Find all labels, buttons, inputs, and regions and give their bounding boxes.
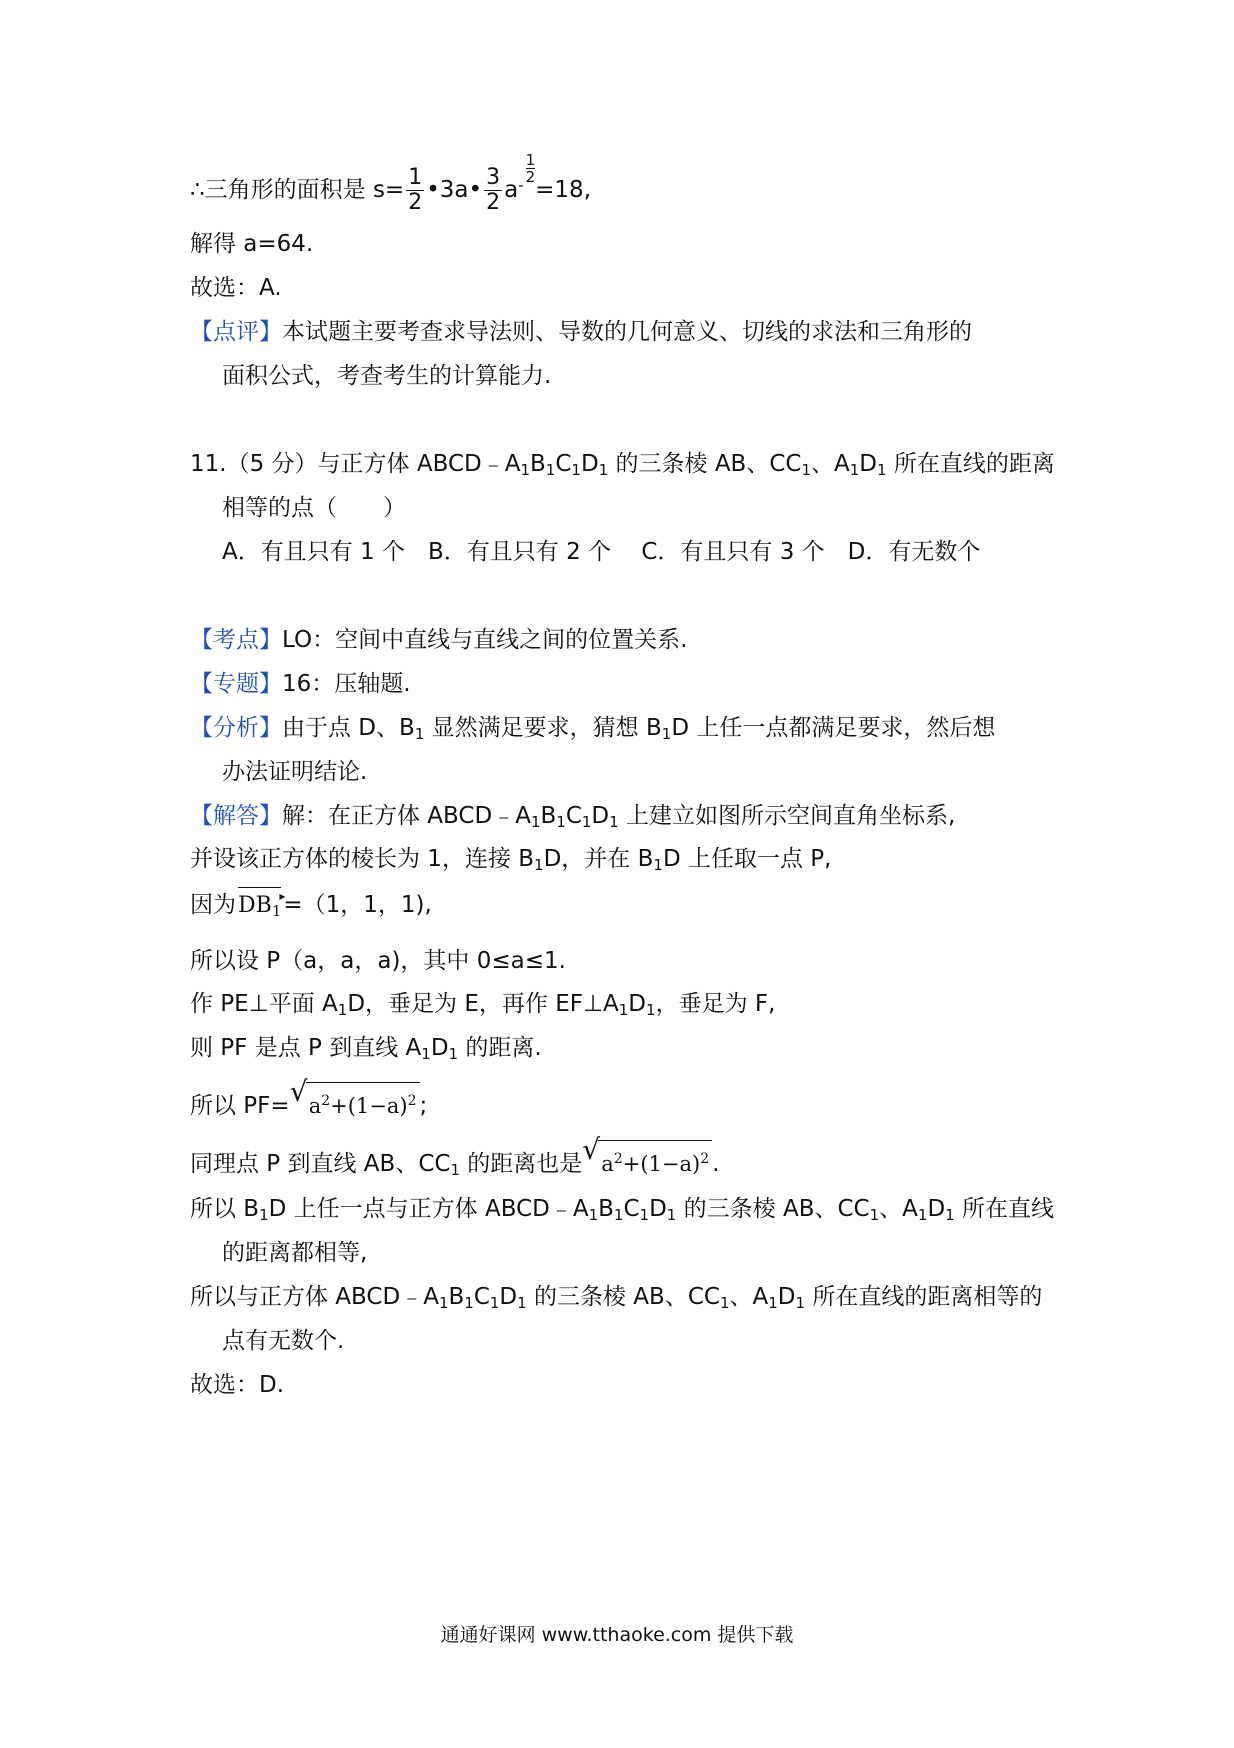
jieda-line-12: 点有无数个.: [222, 1328, 345, 1354]
choose-line-a: 故选：A.: [190, 275, 282, 301]
area-result: =18,: [535, 177, 592, 203]
question-11-line-1: 11.（5 分）与正方体 $ABCD﹣A_1B_1C_1D_1$ 的三条棱 AB、$CC_1$、$A_1D_1$ 所在直线的距离: [190, 451, 1055, 479]
jieda-line-8: 同理点 P 到直线 AB、$CC_1$ 的距离也是 √ $a^2+(1-a)^2$ .: [190, 1133, 720, 1179]
question-11-options: A．有且只有 1 个 B．有且只有 2 个 C．有且只有 3 个 D．有无数个: [222, 539, 981, 565]
jieda-line-13: 故选：D.: [190, 1372, 285, 1398]
review-line-2: 面积公式，考查考生的计算能力.: [222, 363, 552, 389]
review-line-1: 【点评】本试题主要考查求导法则、导数的几何意义、切线的求法和三角形的: [190, 319, 972, 345]
exponent-neg-half: - $\frac{1}{2}$: [518, 151, 536, 194]
jieda-line-3: 因为$DB_1$ ▸ =（1，1，1),: [190, 887, 432, 922]
radical-icon: √: [289, 1075, 308, 1108]
zhuanti-tag: 【专题】: [190, 671, 282, 697]
question-11-line-2: 相等的点（ ）: [222, 495, 406, 521]
area-mid: •3a•: [426, 177, 483, 203]
jieda-line-2: 并设该正方体的棱长为 1，连接 $B_1D$，并在 $B_1D$ 上任取一点 P,: [190, 846, 832, 874]
page-footer: 通通好课网 www.tthaoke.com 提供下载: [440, 1624, 794, 1646]
fenxi-line-1: 【分析】由于点 D、$B_1$ 显然满足要求，猜想 $B_1D$ 上任一点都满足要求，然后想: [190, 715, 996, 743]
vector-db1: $DB_1$ ▸: [238, 887, 281, 922]
area-base: a: [504, 177, 519, 203]
radical-icon: √: [582, 1133, 601, 1166]
jieda-line-10: 的距离都相等,: [222, 1240, 368, 1266]
kaodian-line: 【考点】LO：空间中直线与直线之间的位置关系.: [190, 627, 688, 653]
review-tag: 【点评】: [190, 319, 282, 345]
fenxi-line-2: 办法证明结论.: [222, 759, 368, 785]
area-formula-line: [190, 151, 592, 215]
vector-arrow-icon: ▸: [279, 889, 286, 903]
solve-line: 解得 a=64.: [190, 231, 314, 257]
fraction-three-halves: $\frac{3}{2}$: [486, 165, 501, 215]
zhuanti-line: 【专题】16：压轴题.: [190, 671, 411, 697]
jieda-line-5: 作 PE⊥平面 $A_1D$，垂足为 E，再作 $EF\perp A_1D_1$，垂足为 F,: [190, 991, 776, 1019]
fraction-one-half: $\frac{1}{2}$: [408, 165, 423, 215]
jieda-line-4: 所以设 P（a，a，a)，其中 0≤a≤1.: [190, 948, 566, 974]
sqrt-expression: √ $a^2+(1-a)^2$: [290, 1082, 420, 1122]
sqrt-expression-2: √ $a^2+(1-a)^2$: [582, 1140, 712, 1180]
jieda-line-1: 【解答】解：在正方体 $ABCD﹣A_1B_1C_1D_1$ 上建立如图所示空间直角坐标系,: [190, 803, 956, 831]
area-prefix: ∴三角形的面积是 s=: [190, 177, 405, 203]
jieda-line-6: 则 PF 是点 P 到直线 $A_1D_1$ 的距离.: [190, 1035, 542, 1063]
kaodian-tag: 【考点】: [190, 627, 282, 653]
jieda-line-11: 所以与正方体 $ABCD﹣A_1B_1C_1D_1$ 的三条棱 AB、$CC_1$、$A_1D_1$ 所在直线的距离相等的: [190, 1284, 1043, 1312]
jieda-tag: 【解答】: [190, 803, 282, 829]
fenxi-tag: 【分析】: [190, 715, 282, 741]
jieda-line-7: 所以 PF= √ $a^2+(1-a)^2$ ;: [190, 1082, 427, 1122]
jieda-line-9: 所以 $B_1D$ 上任一点与正方体 $ABCD﹣A_1B_1C_1D_1$ 的三条棱 AB、$CC_1$、$A_1D_1$ 所在直线: [190, 1196, 1055, 1224]
